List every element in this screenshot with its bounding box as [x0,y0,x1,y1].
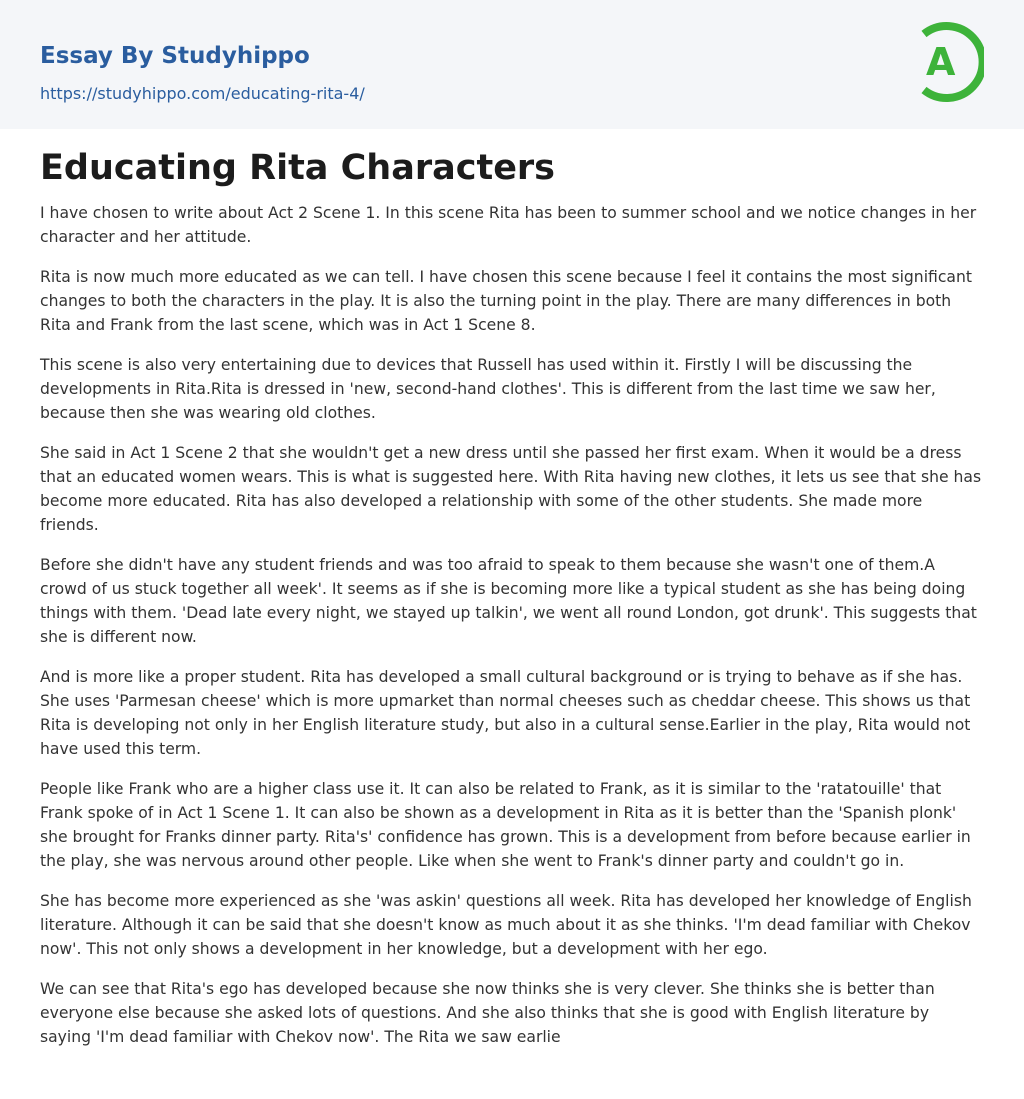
site-header [0,0,1024,129]
essay-paragraph: She has become more experienced as she 'was askin' questions all week. Rita has developed her knowledge of English literature. Although it can be said that she doesn't know as much about it as she thinks. 'I'm dead familiar with Chekov now'. This not only shows a development in her knowledge, but a development with her ego. [40,892,972,958]
essay-paragraph: We can see that Rita's ego has developed because she now thinks she is very clever. She thinks she is better than everyone else because she asked lots of questions. And she also thinks that she is good with English literature by saying 'I'm dead familiar with Chekov now'. The Rita we saw earlie [40,980,935,1046]
essay-paragraph: She said in Act 1 Scene 2 that she wouldn't get a new dress until she passed her first exam. When it would be a dress that an educated women wears. This is what is suggested here. With Rita having new clothes, it lets us see that she has become more educated. Rita has also developed a relationship with some of the other students. She made more friends. [40,444,982,534]
logo-letter: A [926,40,956,84]
essay-paragraph: People like Frank who are a higher class use it. It can also be related to Frank, as it is similar to the 'ratatouille' that Frank spoke of in Act 1 Scene 1. It can also be shown as a development in Rita as it is better than the 'Spanish plonk' she brought for Franks dinner party. Rita's' confidence has grown. This is a development from before because earlier in the play, she was nervous around other people. Like when she went to Frank's dinner party and couldn't go in. [40,780,971,870]
studyhippo-logo-icon[interactable] [900,20,984,104]
page-title: Educating Rita Characters [40,148,556,188]
essay-url-link[interactable]: https://studyhippo.com/educating-rita-4/ [40,84,365,103]
essay-paragraph: I have chosen to write about Act 2 Scene 1. In this scene Rita has been to summer school and we notice changes in her character and her attitude. [40,204,977,246]
essay-content [0,129,1024,1049]
site-brand-link[interactable]: Essay By Studyhippo [40,43,310,69]
essay-paragraph: And is more like a proper student. Rita has developed a small cultural background or is trying to behave as if she has. She uses 'Parmesan cheese' which is more upmarket than normal cheeses such as cheddar cheese. This shows us that Rita is developing not only in her English literature study, but also in a cultural sense.Earlier in the play, Rita would not have used this term. [40,668,971,758]
essay-paragraph: Rita is now much more educated as we can tell. I have chosen this scene because I feel it contains the most significant changes to both the characters in the play. It is also the turning point in the play. There are many differences in both Rita and Frank from the last scene, which was in Act 1 Scene 8. [40,268,972,334]
essay-paragraph: Before she didn't have any student friends and was too afraid to speak to them because she wasn't one of them.A crowd of us stuck together all week'. It seems as if she is becoming more like a typical student as she has being doing things with them. 'Dead late every night, we stayed up talkin', we went all round London, got drunk'. This suggests that she is different now. [40,556,977,646]
essay-paragraph: This scene is also very entertaining due to devices that Russell has used within it. Firstly I will be discussing the developments in Rita.Rita is dressed in 'new, second-hand clothes'. This is different from the last time we saw her, because then she was wearing old clothes. [40,356,936,422]
